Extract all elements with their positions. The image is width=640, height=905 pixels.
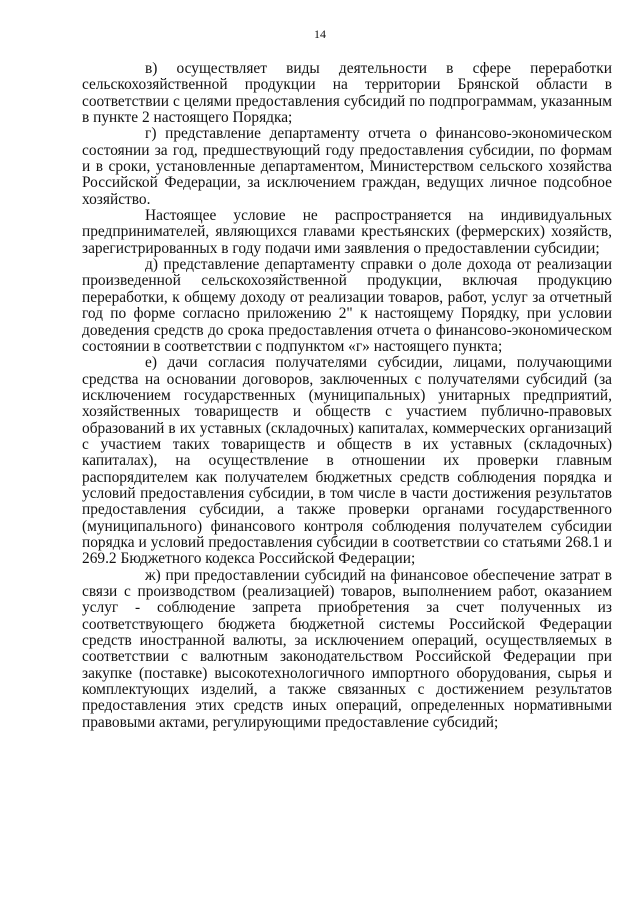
- body-text: [82, 61, 612, 731]
- paragraph-v: в) осуществляет виды деятельности в сфере переработки сельскохозяйственной продукции на территории Брянской области в соответствии с целями предоставления субсидий по подпрограммам, указанным в пункте 2 настоящего Порядка;: [82, 60, 612, 127]
- page-number: 14: [314, 27, 326, 41]
- paragraph-zh: ж) при предоставлении субсидий на финансовое обеспечение затрат в связи с производством (реализацией) товаров, выполнением работ, оказанием услуг - соблюдение запрета приобретения за счет полученных из соответствующего бюджета бюджетной системы Российской Федерации средств иностранной валюты, за исключением операций, осуществляемых в соответствии с валютным законодательством Российской Федерации при закупке (поставке) высокотехнологичного импортного оборудования, сырья и комплектующих изделий, а также связанных с достижением результатов предоставления этих средств иных операций, определенных нормативными правовыми актами, регулирующими предоставление субсидий;: [82, 566, 612, 731]
- paragraph-exception-note: Настоящее условие не распространяется на индивидуальных предпринимателей, являющихся главами крестьянских (фермерских) хозяйств, зарегистрированных в году подачи ими заявления о предоставлении субсидии;: [82, 207, 612, 257]
- paragraph-d: д) представление департаменту справки о доле дохода от реализации произведенной сельскохозяйственной продукции, включая продукцию переработки, к общему доходу от реализации товаров, работ, услуг за отчетный год по форме согласно приложению 2" к настоящему Порядку, при условии доведения средств до срока предоставления отчета о финансово-экономическом состоянии в соответствии с подпунктом «г» настоящего пункта;: [82, 256, 612, 355]
- paragraph-e: е) дачи согласия получателями субсидии, лицами, получающими средства на основании договоров, заключенных с получателями субсидий (за исключением государственных (муниципальных) унитарных предприятий, хозяйственных товариществ и обществ с участием публично-правовых образований в их уставных (складочных) капиталах, коммерческих организаций с участием таких товариществ и обществ в их уставных (складочных) капиталах), на осуществление в отношении их проверки главным распорядителем как получателем бюджетных средств соблюдения порядка и условий предоставления субсидии, в том числе в части достижения результатов предоставления субсидии, а также проверки органами государственного (муниципального) финансового контроля соблюдения получателем субсидии порядка и условий предоставления субсидии в соответствии со статьями 268.1 и 269.2 Бюджетного кодекса Российской Федерации;: [82, 354, 612, 568]
- paragraph-g: г) представление департаменту отчета о финансово-экономическом состоянии за год, предшествующий году предоставления субсидии, по формам и в сроки, установленные департаментом, Министерством сельского хозяйства Российской Федерации, за исключением граждан, ведущих личное подсобное хозяйство.: [82, 125, 612, 208]
